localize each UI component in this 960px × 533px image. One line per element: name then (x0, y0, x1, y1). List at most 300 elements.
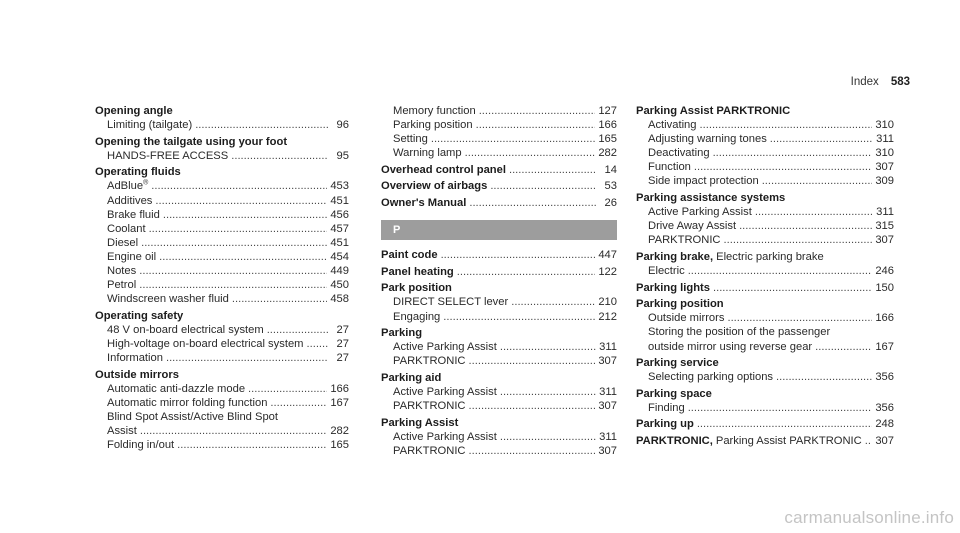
page-reference[interactable]: 458 (330, 293, 349, 306)
index-entry (636, 191, 894, 247)
index-entry (636, 281, 894, 295)
index-subentry-text (393, 118, 473, 132)
dot-leader (724, 233, 873, 247)
page-reference[interactable]: 451 (330, 194, 349, 207)
page-reference[interactable]: 27 (336, 323, 349, 336)
index-subentry (95, 278, 349, 292)
index-subentry (636, 219, 894, 233)
index-entry (636, 387, 894, 415)
page-reference[interactable]: 212 (598, 310, 617, 323)
index-heading-row (636, 417, 894, 431)
index-heading: Opening the tailgate using your foot (95, 135, 288, 148)
page-reference[interactable]: 310 (875, 147, 894, 160)
subentry-label: Engaging (393, 310, 441, 323)
index-subentry (95, 382, 349, 396)
subentry-label: Deactivating (648, 147, 710, 160)
dot-leader (688, 401, 873, 415)
index-subentry-text (393, 444, 466, 458)
index-subentry (95, 438, 349, 452)
subentry-label: DIRECT SELECT lever (393, 296, 509, 309)
subentry-label: Adjusting warning tones (648, 133, 767, 146)
index-subentry-text (648, 205, 752, 219)
index-entry (381, 265, 617, 279)
index-subentry (95, 194, 349, 208)
dot-leader (469, 399, 596, 413)
page-reference[interactable]: 307 (598, 355, 617, 368)
index-entry (381, 281, 617, 323)
dot-leader (139, 278, 327, 292)
page-reference[interactable]: 311 (599, 430, 617, 443)
dot-leader (139, 264, 327, 278)
page-reference[interactable]: 311 (876, 133, 894, 146)
index-subentry (95, 149, 349, 163)
index-entry (636, 356, 894, 384)
subentry-label: Activating (648, 119, 697, 132)
index-heading: Panel heating (381, 265, 454, 278)
page-reference[interactable]: 356 (875, 371, 894, 384)
index-subentry (636, 205, 894, 219)
page-reference[interactable]: 166 (875, 312, 894, 325)
subentry-label: PARKTRONIC (648, 234, 721, 247)
index-subentry (636, 401, 894, 415)
page-reference[interactable]: 311 (876, 206, 894, 219)
index-subentry-text (107, 194, 152, 208)
page-reference[interactable]: 309 (875, 175, 894, 188)
page-reference[interactable]: 167 (875, 340, 894, 353)
subentry-label: Engine oil (107, 250, 157, 263)
page-reference[interactable]: 451 (330, 236, 349, 249)
dot-leader (762, 174, 873, 188)
index-subentry-text (393, 385, 497, 399)
index-subentry (381, 118, 617, 132)
index-entry (381, 179, 617, 193)
dot-leader (159, 250, 327, 264)
index-subentry-text (107, 222, 146, 236)
page-reference[interactable]: 307 (875, 161, 894, 174)
index-subentry-text (107, 382, 245, 396)
index-heading-row (95, 104, 349, 118)
dot-leader (195, 118, 328, 132)
dot-leader (490, 179, 596, 193)
index-heading-row (95, 165, 349, 179)
index-heading-row (636, 191, 894, 205)
page-reference[interactable]: 167 (330, 396, 349, 409)
dot-leader (776, 370, 872, 384)
index-subentry-text (107, 250, 156, 264)
dot-leader (307, 337, 329, 351)
index-subentry (636, 340, 894, 354)
index-heading: Operating safety (95, 309, 184, 322)
header-page-number: 583 (890, 76, 910, 88)
subentry-label: Brake fluid (107, 208, 160, 221)
index-subentry (381, 444, 617, 458)
index-entry (95, 309, 349, 365)
dot-leader (694, 160, 872, 174)
index-heading-row (95, 135, 349, 149)
index-subentry (381, 430, 617, 444)
index-heading-see-also: Electric parking brake (716, 250, 824, 263)
subentry-label: Active Parking Assist (393, 386, 497, 398)
index-subentry-text (393, 146, 462, 160)
index-subentry-text (107, 351, 163, 365)
dot-leader (500, 385, 596, 399)
index-heading-row (636, 356, 894, 370)
dot-leader (815, 340, 872, 354)
index-subentry (381, 399, 617, 413)
dot-leader (166, 351, 328, 365)
subentry-label: Coolant (107, 222, 146, 235)
dot-leader (231, 149, 328, 163)
index-heading: Parking (381, 327, 423, 340)
section-letter-bar: P (381, 220, 617, 240)
dot-leader (431, 132, 595, 146)
page-reference[interactable]: 356 (875, 401, 894, 414)
subentry-label: PARKTRONIC (393, 400, 466, 413)
index-subentry (95, 264, 349, 278)
index-heading-row (636, 250, 894, 264)
page-reference[interactable]: 127 (598, 105, 617, 117)
index-heading-row (636, 104, 894, 118)
index-subentry (95, 236, 349, 250)
index-subentry-continuation: Assist (107, 425, 137, 438)
index-heading-row (636, 297, 894, 311)
index-subentry (95, 222, 349, 236)
index-heading-row (381, 371, 617, 385)
index-entry (636, 104, 894, 189)
registered-mark: ® (143, 179, 149, 187)
index-heading-row (381, 281, 617, 295)
index-entry (381, 163, 617, 177)
index-subentry-text (107, 292, 229, 306)
index-subentry-text (648, 370, 773, 384)
index-heading: Parking Assist PARKTRONIC (636, 105, 791, 117)
subentry-label: Automatic anti-dazzle mode (107, 382, 246, 395)
index-heading: Park position (381, 282, 452, 295)
index-subentry-text (648, 401, 685, 415)
subentry-label: Setting (393, 133, 428, 146)
index-entry (636, 417, 894, 431)
page-reference[interactable]: 456 (330, 208, 349, 221)
index-entry (381, 416, 617, 458)
index-subentry-text (393, 295, 508, 309)
dot-leader (151, 179, 327, 193)
page-reference[interactable]: 311 (599, 386, 617, 398)
dot-leader (443, 310, 595, 324)
index-entry (95, 104, 349, 132)
dot-leader (770, 132, 873, 146)
index-heading-row (381, 248, 617, 262)
index-heading: Opening angle (95, 105, 173, 117)
index-entry (381, 371, 617, 413)
dot-leader (697, 417, 873, 431)
index-subentry-text (107, 179, 148, 193)
index-subentry (636, 118, 894, 132)
index-subentry-text (107, 208, 160, 222)
index-entry (636, 250, 894, 278)
dot-leader (457, 265, 596, 279)
index-subentry (381, 310, 617, 324)
dot-leader (232, 292, 327, 306)
subentry-label: Warning lamp (393, 147, 462, 160)
subentry-label: Petrol (107, 279, 137, 292)
index-subentry (636, 132, 894, 146)
page-reference[interactable]: 166 (598, 119, 617, 132)
subentry-label: 48 V on-board electrical system (107, 323, 264, 336)
page-reference[interactable]: 282 (330, 425, 349, 438)
index-subentry (636, 311, 894, 325)
header-label: Index (850, 76, 879, 88)
subentry-label: Additives (107, 194, 153, 207)
subentry-label: Finding (648, 401, 685, 414)
page-reference[interactable]: 310 (875, 119, 894, 132)
index-subentry-text (648, 219, 736, 233)
page-reference[interactable]: 282 (598, 147, 617, 160)
index-subentry-text (648, 174, 759, 188)
dot-leader (511, 295, 595, 309)
subentry-label: Active Parking Assist (393, 341, 497, 354)
index-subentry (95, 179, 349, 193)
index-subentry (95, 292, 349, 306)
index-heading-row (636, 281, 894, 295)
index-subentry-text (648, 233, 721, 247)
index-subentry (95, 118, 349, 132)
subentry-label: Parking position (393, 119, 473, 132)
page-reference[interactable]: 95 (336, 149, 349, 162)
watermark: carmanualsonline.info (784, 507, 954, 527)
page-reference[interactable]: 307 (875, 435, 894, 448)
dot-leader (155, 194, 327, 208)
index-heading: Paint code (381, 249, 438, 262)
subentry-label: AdBlue (107, 180, 144, 193)
index-heading-row (381, 179, 617, 193)
page-reference[interactable]: 165 (598, 133, 617, 146)
index-subentry (95, 351, 349, 365)
page-reference[interactable]: 26 (604, 197, 617, 210)
page-reference[interactable]: 307 (598, 400, 617, 413)
index-subentry-text (107, 264, 136, 278)
subentry-label: Drive Away Assist (648, 220, 737, 233)
index-subentry-text (648, 146, 710, 160)
index-subentry-text (393, 430, 497, 444)
index-subentry (95, 396, 349, 410)
dot-leader (248, 382, 327, 396)
index-entry (381, 248, 617, 262)
index-heading: Parking space (636, 387, 712, 400)
dot-leader (149, 222, 328, 236)
dot-leader (177, 438, 327, 452)
subentry-label: Information (107, 352, 163, 365)
index-heading: Parking Assist (381, 416, 459, 429)
subentry-label: PARKTRONIC (393, 355, 466, 368)
page-reference[interactable]: 122 (598, 265, 617, 278)
subentry-label: Memory function (393, 105, 476, 117)
page-reference[interactable]: 307 (875, 234, 894, 247)
index-heading: Parking position (636, 298, 724, 311)
page-reference[interactable]: 453 (330, 180, 349, 193)
index-subentry-text (393, 104, 476, 118)
index-heading: PARKTRONIC, (636, 435, 713, 448)
page-header (851, 75, 910, 89)
index-subentry (381, 146, 617, 160)
dot-leader (267, 323, 328, 337)
index-heading: Parking brake, (636, 250, 714, 263)
subentry-label: Folding in/out (107, 439, 175, 452)
dot-leader (713, 146, 873, 160)
subentry-label: Electric (648, 265, 685, 278)
dot-leader (465, 146, 596, 160)
index-heading-row (95, 368, 349, 382)
dot-leader (688, 264, 873, 278)
index-heading-row (381, 196, 617, 210)
index-heading: Overview of airbags (381, 180, 488, 193)
subentry-label: HANDS-FREE ACCESS (107, 149, 229, 162)
index-heading: Parking up (636, 418, 694, 431)
index-subentry (636, 370, 894, 384)
index-entry (95, 135, 349, 163)
page-reference[interactable]: 311 (599, 341, 617, 354)
page-reference[interactable]: 307 (598, 444, 617, 457)
dot-leader (469, 196, 596, 210)
subentry-label: Active Parking Assist (393, 430, 497, 443)
page-reference[interactable]: 165 (330, 439, 349, 452)
index-subentry-continuation: outside mirror using reverse gear (648, 340, 813, 353)
index-heading-see-also: Parking Assist PARKTRONIC (715, 435, 862, 448)
index-entry (381, 196, 617, 210)
index-subentry-text (107, 278, 136, 292)
page-reference[interactable]: 96 (336, 119, 349, 132)
subentry-label: Automatic mirror folding function (107, 396, 268, 409)
subentry-label: Notes (107, 265, 137, 278)
index-subentry-text (107, 118, 192, 132)
dot-leader (500, 430, 596, 444)
index-subentry-text (107, 337, 304, 351)
subentry-label: Diesel (107, 236, 139, 249)
index-subentry (636, 160, 894, 174)
index-column-2 (381, 104, 617, 460)
dot-leader (739, 219, 872, 233)
dot-leader (441, 248, 596, 262)
page-reference[interactable]: 447 (598, 249, 617, 262)
subentry-label: PARKTRONIC (393, 444, 466, 457)
dot-leader (509, 163, 596, 177)
index-subentry (381, 340, 617, 354)
dot-leader (141, 236, 327, 250)
index-heading: Parking aid (381, 371, 442, 384)
index-column-1 (95, 104, 349, 455)
dot-leader (500, 340, 596, 354)
index-subentry-text (107, 323, 264, 337)
index-subentry (381, 104, 617, 118)
index-subentry (636, 174, 894, 188)
index-subentry (381, 295, 617, 309)
index-heading-row (381, 326, 617, 340)
index-entry (95, 368, 349, 453)
dot-leader (755, 205, 873, 219)
index-subentry-text (393, 399, 466, 413)
index-heading-row (636, 434, 894, 448)
index-subentry (95, 250, 349, 264)
index-subentry-text (107, 396, 267, 410)
index-subentry (95, 323, 349, 337)
index-subentry (95, 424, 349, 438)
index-entry (636, 434, 894, 448)
page-reference[interactable]: 454 (330, 250, 349, 263)
subentry-label: High-voltage on-board electrical system (107, 338, 304, 350)
index-subentry (636, 146, 894, 160)
page-reference[interactable]: 27 (336, 338, 349, 350)
index-heading: Outside mirrors (95, 368, 179, 381)
index-entry (636, 297, 894, 353)
subentry-label: Windscreen washer fluid (107, 293, 229, 306)
index-entry (95, 165, 349, 306)
index-entry (381, 326, 617, 368)
page-reference[interactable]: 53 (604, 180, 617, 193)
index-subentry-text (648, 132, 767, 146)
index-subentry-text (393, 340, 497, 354)
page-reference[interactable]: 150 (875, 281, 894, 294)
index-subentry-text (648, 160, 691, 174)
dot-leader (476, 118, 596, 132)
index-subentry-text (648, 118, 697, 132)
index-heading: Owner's Manual (381, 197, 467, 210)
index-subentry (381, 132, 617, 146)
index-subentry (381, 385, 617, 399)
index-subentry-text (648, 311, 724, 325)
index-subentry-text (107, 149, 228, 163)
dot-leader (163, 208, 327, 222)
page-reference[interactable]: 27 (336, 352, 349, 365)
page-reference[interactable]: 248 (875, 418, 894, 431)
dot-leader (865, 434, 873, 448)
dot-leader (140, 424, 327, 438)
index-column-3 (636, 104, 894, 451)
subentry-label: Selecting parking options (648, 371, 774, 384)
index-subentry-text (393, 310, 440, 324)
index-subentry (95, 208, 349, 222)
index-heading: Overhead control panel (381, 163, 506, 176)
page-reference[interactable]: 315 (875, 220, 894, 233)
index-subentry (636, 264, 894, 278)
subentry-label: Limiting (tailgate) (107, 119, 193, 132)
dot-leader (727, 311, 872, 325)
index-heading: Parking lights (636, 281, 710, 294)
page-reference[interactable]: 14 (604, 163, 617, 176)
page-reference[interactable]: 210 (598, 296, 617, 309)
index-heading-row (381, 265, 617, 279)
page-reference[interactable]: 166 (330, 382, 349, 395)
page-reference[interactable]: 449 (330, 265, 349, 278)
index-subentry-text (107, 438, 174, 452)
subentry-label: Function (648, 161, 691, 174)
index-heading: Parking assistance systems (636, 192, 786, 205)
index-entry (381, 104, 617, 160)
index-heading-row (381, 416, 617, 430)
dot-leader (700, 118, 873, 132)
index-subentry-text: Blind Spot Assist/Active Blind Spot (107, 410, 279, 423)
index-heading-row (95, 309, 349, 323)
page-reference[interactable]: 246 (875, 265, 894, 278)
page-reference[interactable]: 457 (330, 222, 349, 235)
subentry-label: Active Parking Assist (648, 206, 752, 219)
index-subentry-text (393, 132, 428, 146)
index-subentry-text (107, 236, 138, 250)
index-heading-row (636, 387, 894, 401)
page-reference[interactable]: 450 (330, 279, 349, 292)
dot-leader (469, 444, 596, 458)
index-subentry (381, 354, 617, 368)
index-heading-row (381, 163, 617, 177)
index-heading: Operating fluids (95, 166, 181, 179)
